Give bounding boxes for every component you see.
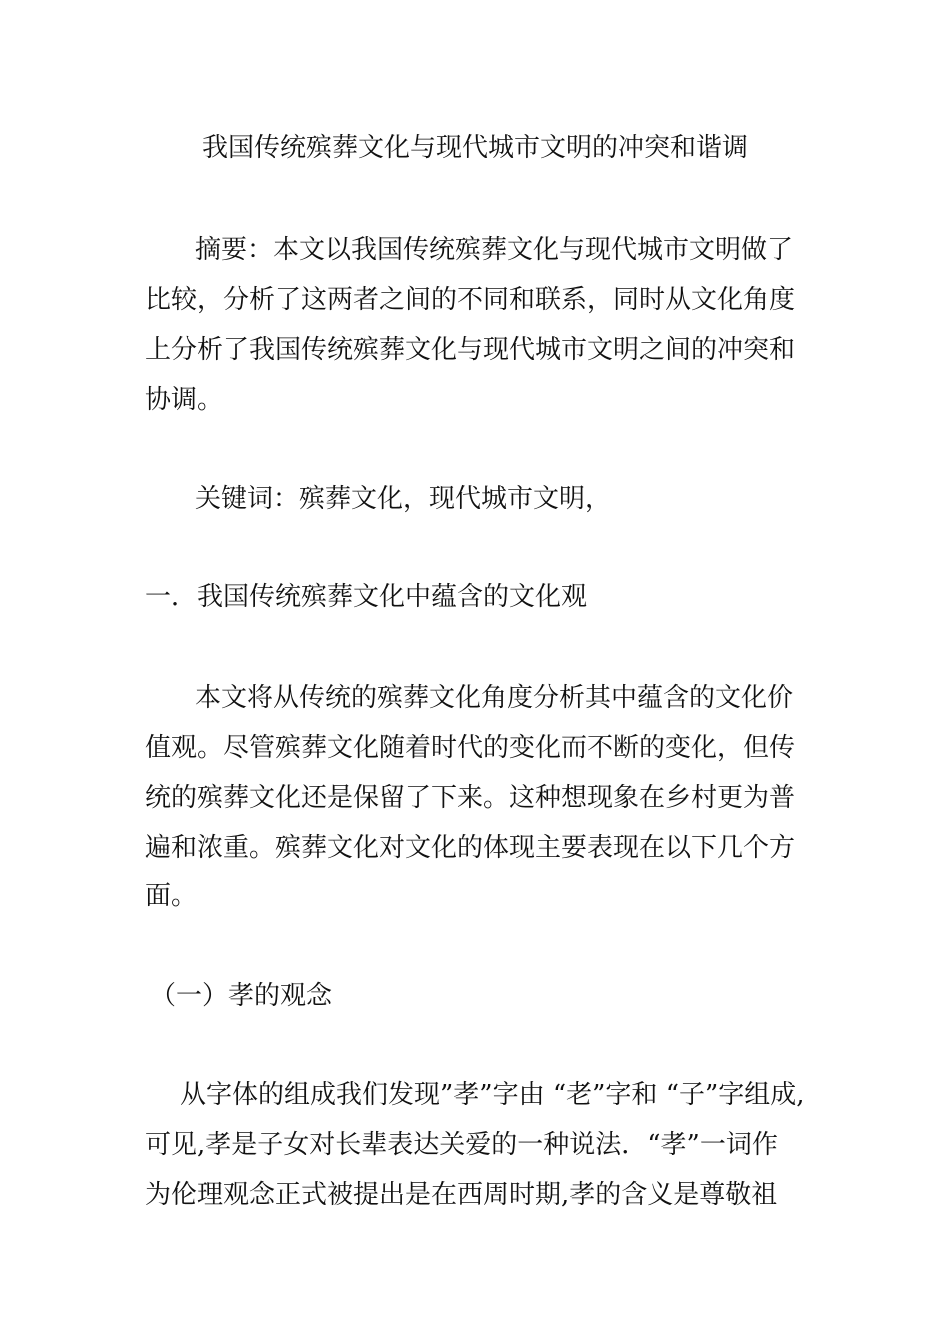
body-line: 为伦理观念正式被提出是在西周时期,孝的含义是尊敬祖 (145, 1180, 778, 1210)
body-line: 本文将从传统的殡葬文化角度分析其中蕴含的文化价 (195, 683, 794, 713)
abstract-line: 比较，分析了这两者之间的不同和联系，同时从文化角度 (145, 285, 796, 315)
abstract-line: 上分析了我国传统殡葬文化与现代城市文明之间的冲突和 (145, 335, 796, 365)
keywords-line: 关键词：殡葬文化，现代城市文明， (195, 484, 612, 514)
body-line: 统的殡葬文化还是保留了下来。这种想现象在乡村更为普 (145, 783, 796, 813)
section-heading: 一．我国传统殡葬文化中蕴含的文化观 (145, 582, 588, 612)
abstract-line: 协调。 (145, 385, 224, 415)
body-line: 值观。尽管殡葬文化随着时代的变化而不断的变化，但传 (145, 733, 796, 763)
body-line: 面。 (145, 881, 198, 911)
document-title: 我国传统殡葬文化与现代城市文明的冲突和谐调 (201, 133, 748, 163)
body-line: 遍和浓重。殡葬文化对文化的体现主要表现在以下几个方 (145, 833, 796, 863)
body-line: 可见,孝是子女对长辈表达关爱的一种说法．“孝”一词作 (145, 1130, 778, 1160)
body-line: 从字体的组成我们发现”孝”字由 “老”字和 “子”字组成, (180, 1080, 805, 1110)
subsection-heading: （一）孝的观念 (150, 981, 333, 1011)
abstract-line: 摘要：本文以我国传统殡葬文化与现代城市文明做了 (195, 235, 794, 265)
